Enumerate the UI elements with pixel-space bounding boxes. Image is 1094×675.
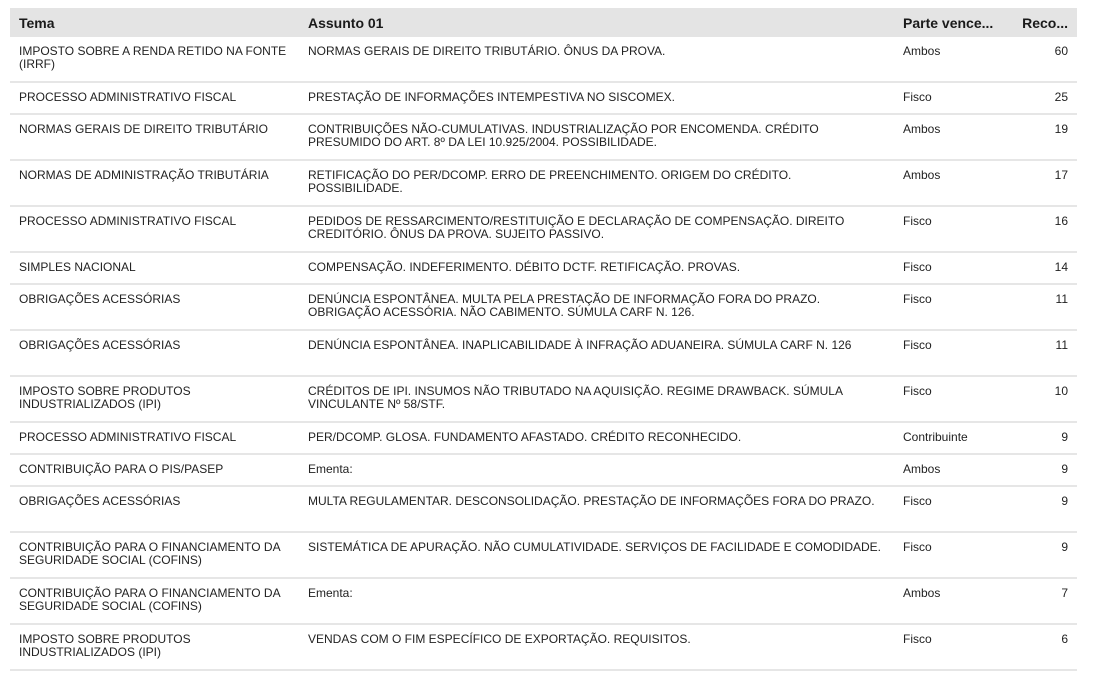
table-row[interactable] <box>10 376 1077 422</box>
column-header-recorrencias[interactable]: Reco... <box>1012 8 1077 37</box>
table-row[interactable] <box>10 532 1077 578</box>
cell-assunto: CONTRIBUIÇÕES NÃO-CUMULATIVAS. INDUSTRIALIZAÇÃO POR ENCOMENDA. CRÉDITO PRESUMIDO DO ART. 8º DA LEI 10.925/2004. POSSIBILIDADE. <box>299 114 894 160</box>
cell-tema: CONTRIBUIÇÃO PARA O PIS/PASEP <box>10 454 299 486</box>
table-row[interactable] <box>10 114 1077 160</box>
cell-assunto: PER/DCOMP. GLOSA. FUNDAMENTO AFASTADO. CRÉDITO RECONHECIDO. <box>299 422 894 454</box>
cell-tema: CONTRIBUIÇÃO PARA O FINANCIAMENTO DA SEGURIDADE SOCIAL (COFINS) <box>10 532 299 578</box>
cell-assunto: MULTA REGULAMENTAR. DESCONSOLIDAÇÃO. PRESTAÇÃO DE INFORMAÇÕES FORA DO PRAZO. <box>299 486 894 532</box>
cell-parte: Fisco <box>894 82 1012 114</box>
cell-assunto: CRÉDITOS DE IPI. INSUMOS NÃO TRIBUTADO NA AQUISIÇÃO. REGIME DRAWBACK. SÚMULA VINCULANTE Nº 58/STF. <box>299 376 894 422</box>
cell-reco: 11 <box>1012 284 1077 330</box>
cell-parte: Fisco <box>894 376 1012 422</box>
cell-tema: IMPOSTO SOBRE PRODUTOS INDUSTRIALIZADOS (IPI) <box>10 376 299 422</box>
cell-assunto: PRESTAÇÃO DE INFORMAÇÕES INTEMPESTIVA NO SISCOMEX. <box>299 82 894 114</box>
table-row[interactable] <box>10 624 1077 670</box>
cell-reco: 9 <box>1012 532 1077 578</box>
table-row[interactable] <box>10 486 1077 532</box>
column-header-tema[interactable]: Tema <box>10 8 299 37</box>
table-row[interactable] <box>10 160 1077 206</box>
table-row[interactable] <box>10 206 1077 252</box>
table-row[interactable] <box>10 37 1077 82</box>
cell-assunto: DENÚNCIA ESPONTÂNEA. INAPLICABILIDADE À INFRAÇÃO ADUANEIRA. SÚMULA CARF N. 126 <box>299 330 894 376</box>
cell-tema: CONTRIBUIÇÃO PARA O FINANCIAMENTO DA SEGURIDADE SOCIAL (COFINS) <box>10 578 299 624</box>
cell-assunto: RETIFICAÇÃO DO PER/DCOMP. ERRO DE PREENCHIMENTO. ORIGEM DO CRÉDITO. POSSIBILIDADE. <box>299 160 894 206</box>
table-row[interactable] <box>10 252 1077 284</box>
cell-reco: 19 <box>1012 114 1077 160</box>
cell-tema: IMPOSTO SOBRE A RENDA RETIDO NA FONTE (IRRF) <box>10 37 299 82</box>
results-table <box>10 8 1077 671</box>
column-header-parte-vencedora[interactable]: Parte vence... <box>894 8 1012 37</box>
cell-reco: 11 <box>1012 330 1077 376</box>
cell-reco: 60 <box>1012 37 1077 82</box>
cell-tema: PROCESSO ADMINISTRATIVO FISCAL <box>10 422 299 454</box>
cell-tema: NORMAS DE ADMINISTRAÇÃO TRIBUTÁRIA <box>10 160 299 206</box>
cell-reco: 6 <box>1012 624 1077 670</box>
table-body <box>10 37 1077 670</box>
table-row[interactable] <box>10 330 1077 376</box>
cell-assunto: SISTEMÁTICA DE APURAÇÃO. NÃO CUMULATIVIDADE. SERVIÇOS DE FACILIDADE E COMODIDADE. <box>299 532 894 578</box>
cell-assunto: Ementa: <box>299 454 894 486</box>
cell-reco: 7 <box>1012 578 1077 624</box>
cell-reco: 9 <box>1012 422 1077 454</box>
cell-reco: 9 <box>1012 454 1077 486</box>
cell-reco: 10 <box>1012 376 1077 422</box>
cell-parte: Fisco <box>894 486 1012 532</box>
cell-tema: SIMPLES NACIONAL <box>10 252 299 284</box>
cell-parte: Contribuinte <box>894 422 1012 454</box>
cell-parte: Ambos <box>894 37 1012 82</box>
cell-parte: Fisco <box>894 532 1012 578</box>
cell-parte: Ambos <box>894 578 1012 624</box>
cell-parte: Fisco <box>894 206 1012 252</box>
cell-tema: NORMAS GERAIS DE DIREITO TRIBUTÁRIO <box>10 114 299 160</box>
cell-reco: 16 <box>1012 206 1077 252</box>
column-header-assunto[interactable]: Assunto 01 <box>299 8 894 37</box>
header-row <box>10 8 1077 37</box>
cell-assunto: NORMAS GERAIS DE DIREITO TRIBUTÁRIO. ÔNUS DA PROVA. <box>299 37 894 82</box>
cell-tema: OBRIGAÇÕES ACESSÓRIAS <box>10 486 299 532</box>
cell-reco: 9 <box>1012 486 1077 532</box>
table-row[interactable] <box>10 284 1077 330</box>
cell-parte: Fisco <box>894 252 1012 284</box>
cell-parte: Ambos <box>894 454 1012 486</box>
cell-assunto: Ementa: <box>299 578 894 624</box>
cell-parte: Ambos <box>894 160 1012 206</box>
cell-parte: Fisco <box>894 330 1012 376</box>
table-row[interactable] <box>10 422 1077 454</box>
cell-assunto: PEDIDOS DE RESSARCIMENTO/RESTITUIÇÃO E DECLARAÇÃO DE COMPENSAÇÃO. DIREITO CREDITÓRIO. ÔNUS DA PROVA. SUJEITO PASSIVO. <box>299 206 894 252</box>
cell-tema: OBRIGAÇÕES ACESSÓRIAS <box>10 330 299 376</box>
cell-parte: Fisco <box>894 284 1012 330</box>
cell-reco: 14 <box>1012 252 1077 284</box>
cell-reco: 25 <box>1012 82 1077 114</box>
cell-parte: Fisco <box>894 624 1012 670</box>
table-row[interactable] <box>10 454 1077 486</box>
cell-assunto: DENÚNCIA ESPONTÂNEA. MULTA PELA PRESTAÇÃO DE INFORMAÇÃO FORA DO PRAZO. OBRIGAÇÃO ACESSÓRIA. NÃO CABIMENTO. SÚMULA CARF N. 126. <box>299 284 894 330</box>
cell-parte: Ambos <box>894 114 1012 160</box>
cell-tema: OBRIGAÇÕES ACESSÓRIAS <box>10 284 299 330</box>
table-row[interactable] <box>10 82 1077 114</box>
cell-tema: IMPOSTO SOBRE PRODUTOS INDUSTRIALIZADOS (IPI) <box>10 624 299 670</box>
results-table-container <box>10 8 1077 671</box>
cell-reco: 17 <box>1012 160 1077 206</box>
cell-assunto: VENDAS COM O FIM ESPECÍFICO DE EXPORTAÇÃO. REQUISITOS. <box>299 624 894 670</box>
table-row[interactable] <box>10 578 1077 624</box>
cell-tema: PROCESSO ADMINISTRATIVO FISCAL <box>10 206 299 252</box>
table-header <box>10 8 1077 37</box>
cell-tema: PROCESSO ADMINISTRATIVO FISCAL <box>10 82 299 114</box>
cell-assunto: COMPENSAÇÃO. INDEFERIMENTO. DÉBITO DCTF. RETIFICAÇÃO. PROVAS. <box>299 252 894 284</box>
